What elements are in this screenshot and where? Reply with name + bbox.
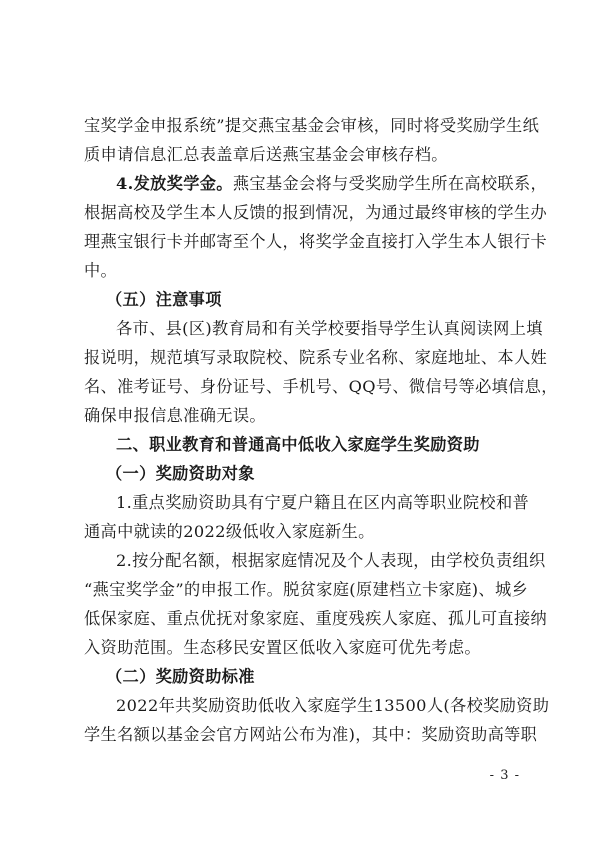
paragraph-line: 学生名额以基金会官方网站公布为准)，其中：奖励资助高等职 [84, 725, 538, 744]
paragraph-line: 1.重点奖励资助具有宁夏户籍且在区内高等职业院校和普 [116, 493, 530, 512]
paragraph-line: 通高中就读的2022级低收入家庭新生。 [84, 522, 375, 541]
paragraph-line: 报说明，规范填写录取院校、院系专业名称、家庭地址、本人姓 [84, 348, 548, 367]
paragraph-line: 质申请信息汇总表盖章后送燕宝基金会审核存档。 [84, 145, 448, 164]
paragraph-line: 入资助范围。生态移民安置区低收入家庭可优先考虑。 [84, 638, 481, 657]
paragraph-line: 低保家庭、重点优抚对象家庭、重度残疾人家庭、孤儿可直接纳 [84, 609, 548, 628]
chapter-heading: 二、职业教育和普通高中低收入家庭学生奖励资助 [116, 435, 480, 454]
section-heading: （一）奖励资助对象 [106, 464, 255, 483]
paragraph-line: 根据高校及学生本人反馈的报到情况，为通过最终审核的学生办 [84, 203, 548, 222]
paragraph-line: 理燕宝银行卡并邮寄至个人，将奖学金直接打入学生本人银行卡 [84, 232, 548, 251]
paragraph-line: “燕宝奖学金”的申报工作。脱贫家庭(原建档立卡家庭)、城乡 [84, 580, 529, 599]
paragraph-text: 燕宝基金会将与受奖励学生所在高校联系， [232, 174, 548, 193]
paragraph-line: 2.按分配名额，根据家庭情况及个人表现，由学校负责组织 [116, 551, 546, 570]
paragraph-line: 各市、县(区)教育局和有关学校要指导学生认真阅读网上填 [116, 319, 543, 338]
paragraph-line: 宝奖学金申报系统”提交燕宝基金会审核，同时将受奖励学生纸 [84, 116, 540, 135]
page-number: - 3 - [489, 768, 520, 783]
section-heading: （二）奖励资助标准 [106, 667, 255, 686]
paragraph-line: 确保申报信息准确无误。 [84, 406, 266, 425]
paragraph-line: 中。 [84, 261, 118, 280]
paragraph-line [116, 174, 548, 194]
numbered-heading-inline: 4.发放奖学金。 [116, 174, 233, 193]
paragraph-line: 2022年共奖励资助低收入家庭学生13500人(各校奖励资助 [116, 696, 550, 715]
section-heading: （五）注意事项 [106, 290, 222, 309]
paragraph-line: 名、准考证号、身份证号、手机号、QQ号、微信号等必填信息， [84, 377, 558, 396]
